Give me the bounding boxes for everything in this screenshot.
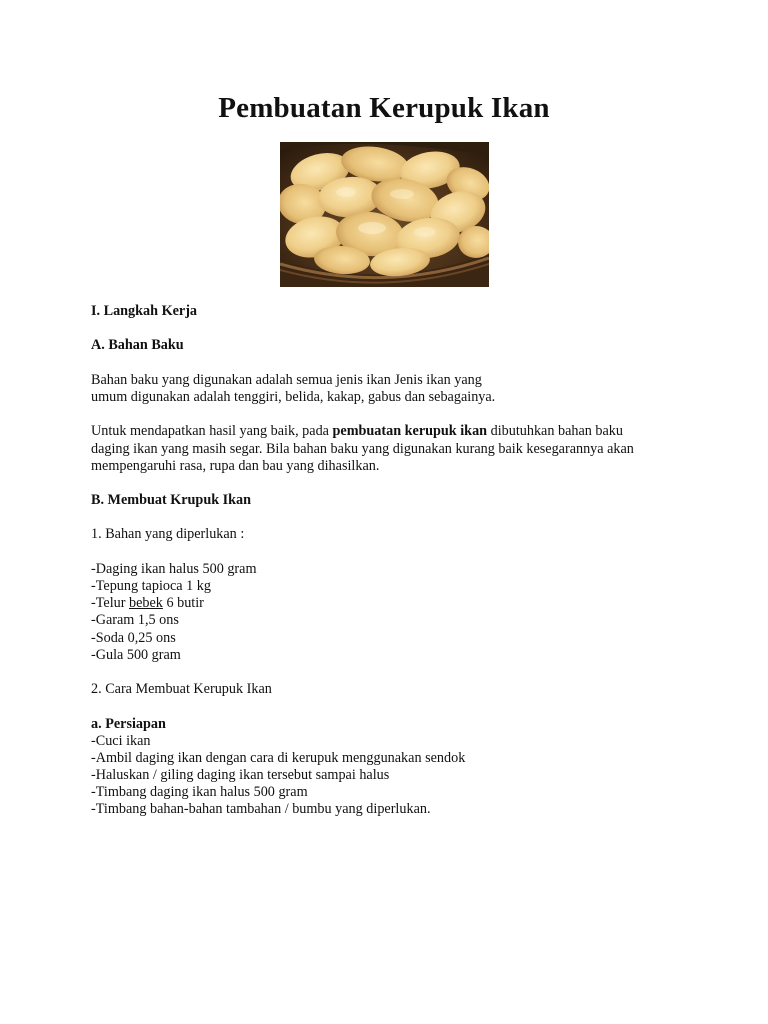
ingredients-heading: 1. Bahan yang diperlukan :: [91, 526, 245, 543]
paragraph-line: umum digunakan adalah tenggiri, belida, kakap, gabus dan sebagainya.: [91, 388, 496, 405]
paragraph-text: Untuk mendapatkan hasil yang baik, pada: [91, 423, 333, 440]
bold-phrase: pembuatan kerupuk ikan: [332, 423, 488, 440]
ingredient-item: [91, 595, 691, 612]
prep-step: -Timbang daging ikan halus 500 gram: [91, 784, 308, 801]
prep-step: -Haluskan / giling daging ikan tersebut sampai halus: [91, 767, 390, 784]
ingredient-item: -Daging ikan halus 500 gram: [91, 560, 257, 577]
section-heading-bahan-baku: A. Bahan Baku: [91, 337, 184, 354]
paragraph-text: dibutuhkan bahan baku: [487, 423, 623, 440]
fish-crackers-photo: [280, 142, 489, 287]
prep-heading: a. Persiapan: [91, 715, 166, 732]
ingredient-item: -Soda 0,25 ons: [91, 629, 176, 646]
method-heading: 2. Cara Membuat Kerupuk Ikan: [91, 681, 272, 698]
ingredient-item: -Gula 500 gram: [91, 646, 181, 663]
ingredient-text: -Telur: [91, 595, 130, 612]
paragraph-line: daging ikan yang masih segar. Bila bahan baku yang digunakan kurang baik kesegarannya akan: [91, 440, 634, 457]
underlined-word: bebek: [129, 595, 163, 612]
paragraph-line: [91, 423, 691, 440]
prep-step: -Ambil daging ikan dengan cara di kerupuk menggunakan sendok: [91, 749, 466, 766]
section-heading-membuat-krupuk: B. Membuat Krupuk Ikan: [91, 492, 252, 509]
document-body: [91, 303, 691, 819]
document-title: Pembuatan Kerupuk Ikan: [218, 92, 550, 124]
prep-step: -Cuci ikan: [91, 732, 151, 749]
ingredient-item: -Garam 1,5 ons: [91, 612, 179, 629]
section-heading-langkah-kerja: I. Langkah Kerja: [91, 303, 198, 319]
paragraph-line: Bahan baku yang digunakan adalah semua jenis ikan Jenis ikan yang: [91, 371, 482, 388]
prep-step: -Timbang bahan-bahan tambahan / bumbu yang diperlukan.: [91, 801, 431, 818]
paragraph-line: mempengaruhi rasa, rupa dan bau yang dihasilkan.: [91, 457, 380, 474]
ingredient-text: 6 butir: [162, 595, 204, 612]
ingredient-item: -Tepung tapioca 1 kg: [91, 578, 211, 594]
